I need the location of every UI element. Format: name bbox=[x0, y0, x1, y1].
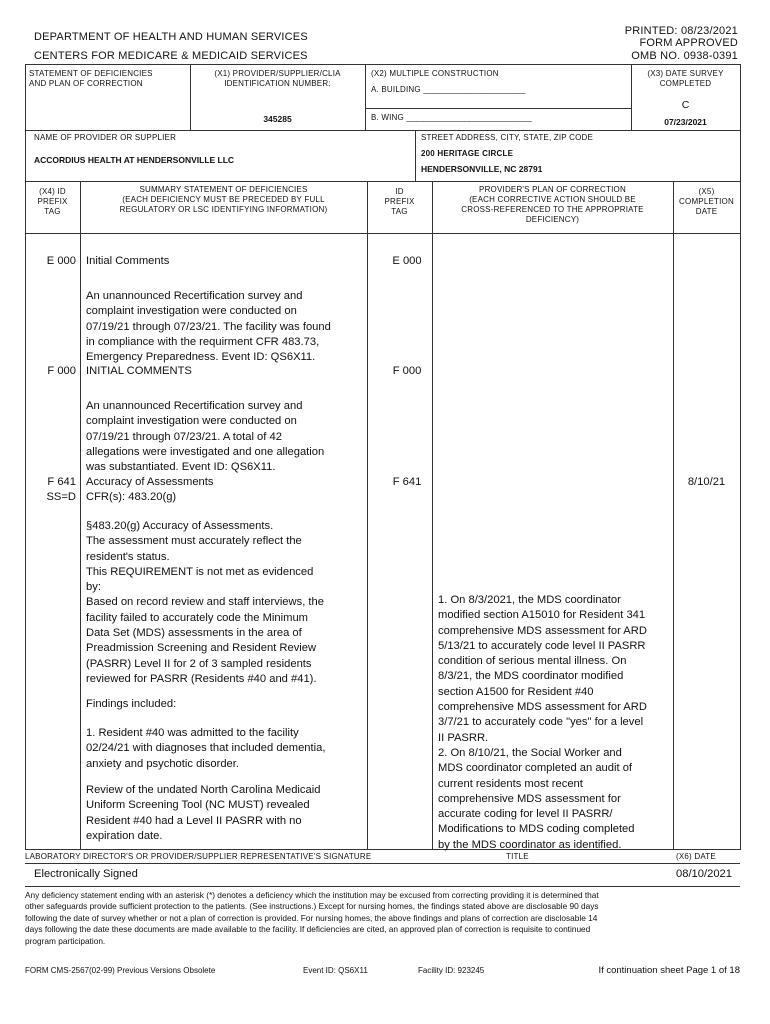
id-tag-e000: E 000 bbox=[392, 255, 422, 267]
agency-title: CENTERS FOR MEDICARE & MEDICAID SERVICES bbox=[34, 50, 308, 62]
signature-date: 08/10/2021 bbox=[676, 868, 732, 880]
wing-label: B. WING ___________________________ bbox=[371, 113, 532, 122]
finding-2: Review of the undated North Carolina Medicaid Uniform Screening Tool (NC MUST) revealed Resident #40 had a Level II PASRR with no expiration date. bbox=[86, 784, 321, 842]
completion-date-f641: 8/10/21 bbox=[687, 476, 726, 488]
plan-header: PROVIDER'S PLAN OF CORRECTION (EACH CORRECTIVE ACTION SHOULD BE CROSS-REFERENCED TO THE APPROPRIATE DEFICIENCY) bbox=[461, 185, 644, 224]
x5-header: (X5) COMPLETION DATE bbox=[679, 187, 734, 216]
omb-number: OMB NO. 0938-0391 bbox=[631, 50, 738, 62]
signature-label: LABORATORY DIRECTOR'S OR PROVIDER/SUPPLIER REPRESENTATIVE'S SIGNATURE bbox=[25, 852, 372, 861]
findings-heading: Findings included: bbox=[86, 698, 177, 710]
finding-1: 1. Resident #40 was admitted to the facility 02/24/21 with diagnoses that included dementia, anxiety and psychotic disorder. bbox=[86, 727, 326, 770]
facility-id: Facility ID: 923245 bbox=[418, 966, 485, 975]
summary-e000-title: Initial Comments bbox=[86, 255, 170, 267]
survey-completed-date: 07/23/2021 bbox=[664, 117, 707, 127]
form-approved: FORM APPROVED bbox=[639, 37, 738, 49]
x6-date-label: (X6) DATE bbox=[676, 852, 716, 861]
summary-f000-text: An unannounced Recertification survey and complaint investigation were conducted on 07/19/21 through 07/23/21. A total of 42 allegations were investigated and one allegation was substantiated. Event ID: QS6X11. bbox=[86, 400, 325, 474]
summary-f000-title: INITIAL COMMENTS bbox=[86, 365, 192, 377]
provider-name-label: NAME OF PROVIDER OR SUPPLIER bbox=[34, 133, 177, 142]
summary-f641-title: Accuracy of Assessments CFR(s): 483.20(g) bbox=[86, 476, 214, 504]
tag-f000: F 000 bbox=[47, 365, 76, 377]
summary-f641-text: §483.20(g) Accuracy of Assessments. The assessment must accurately reflect the resident's status. This REQUIREMENT is not met as evidenced by: Based on record review and staff interviews, the facility failed to accurately code the Minimum Data Set (MDS) assessments in the area of Preadmission Screening and Resident Review (PASRR) Level II for 2 of 3 sampled residents reviewed for PASRR (Residents #40 and #41). bbox=[86, 520, 324, 685]
page-indicator: If continuation sheet Page 1 of 18 bbox=[598, 965, 740, 976]
building-label: A. BUILDING ______________________ bbox=[371, 85, 526, 94]
id-tag-f641: F 641 bbox=[392, 476, 422, 488]
form-number: FORM CMS-2567(02-99) Previous Versions Obsolete bbox=[25, 966, 216, 975]
summary-e000-text: An unannounced Recertification survey and complaint investigation were conducted on 07/19/21 through 07/23/21. The facility was found in compliance with the requirment CFR 483.73, Emergency Preparedness. Event ID: QS6X11. bbox=[86, 290, 331, 364]
printed-date: PRINTED: 08/23/2021 bbox=[624, 25, 738, 37]
x4-header: (X4) ID PREFIX TAG bbox=[37, 187, 68, 216]
city-state-zip: HENDERSONVILLE, NC 28791 bbox=[421, 164, 543, 174]
scope-severity: SS=D bbox=[46, 491, 76, 503]
department-title: DEPARTMENT OF HEALTH AND HUMAN SERVICES bbox=[34, 31, 308, 43]
signature-value: Electronically Signed bbox=[34, 868, 138, 880]
statement-label: STATEMENT OF DEFICIENCIES AND PLAN OF CORRECTION bbox=[29, 69, 153, 88]
provider-name: ACCORDIUS HEALTH AT HENDERSONVILLE LLC bbox=[34, 155, 235, 165]
address-label: STREET ADDRESS, CITY, STATE, ZIP CODE bbox=[421, 133, 594, 142]
street-address: 200 HERITAGE CIRCLE bbox=[421, 149, 514, 158]
title-label: TITLE bbox=[506, 852, 529, 861]
summary-header: SUMMARY STATEMENT OF DEFICIENCIES (EACH DEFICIENCY MUST BE PRECEDED BY FULL REGULATORY OR LSC IDENTIFYING INFORMATION) bbox=[119, 185, 328, 214]
tag-f641: F 641 bbox=[47, 476, 76, 488]
survey-code: C bbox=[681, 99, 690, 111]
id-tag-f000: F 000 bbox=[392, 365, 422, 377]
disclaimer-text: Any deficiency statement ending with an asterisk (*) denotes a deficiency which the institution may be excused from correcting providing it is determined that other safeguards provide sufficient protection to the patients. (See instructions.) Except for nursing homes, the findings stated above are disclosable 90 days following the date of survey whether or not a plan of correction is provided. For nursing homes, the above findings and plans of correction are disclosable 14 days following the date these documents are made available to the facility. If deficiencies are cited, an approved plan of correction is requisite to continued program participation. bbox=[25, 890, 599, 946]
event-id: Event ID: QS6X11 bbox=[303, 966, 368, 975]
tag-e000: E 000 bbox=[46, 255, 76, 267]
x2-label: (X2) MULTIPLE CONSTRUCTION bbox=[371, 69, 499, 78]
id-header: ID PREFIX TAG bbox=[384, 187, 415, 216]
x3-label: (X3) DATE SURVEY COMPLETED bbox=[647, 69, 724, 88]
plan-of-correction-text: 1. On 8/3/2021, the MDS coordinator modified section A15010 for Resident 341 comprehensive MDS assessment for ARD 5/13/21 to accurately code level II PASRR condition of serious mental illness. On 8/3/21, the MDS coordinator modified section A1500 for Resident #40 comprehensive MDS assessment for ARD 3/7/21 to accurately code "yes" for a level II PASRR. 2. On 8/10/21, the Social Worker and MDS coordinator completed an audit of current residents most recent comprehensive MDS assessment for accurate coding for level II PASRR/ Modifications to MDS coding completed by the MDS coordinator as identified. bbox=[438, 594, 647, 851]
provider-number: 345285 bbox=[263, 114, 292, 124]
x1-label: (X1) PROVIDER/SUPPLIER/CLIA IDENTIFICATION NUMBER: bbox=[214, 69, 341, 88]
